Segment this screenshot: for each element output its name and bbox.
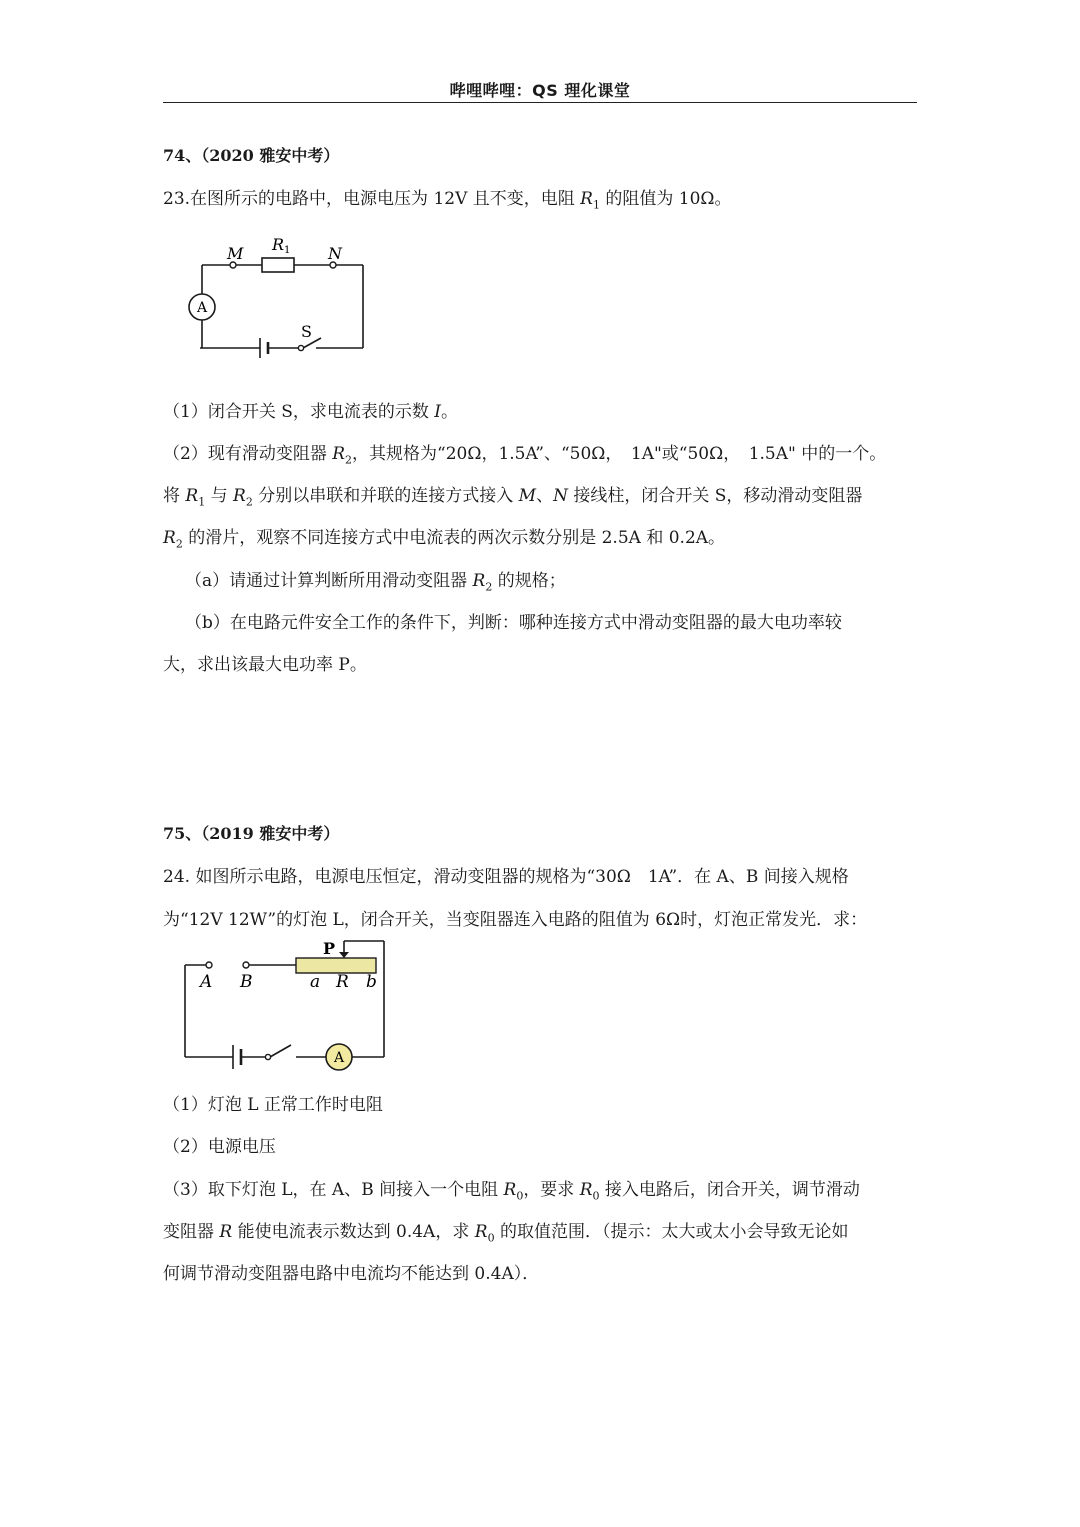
terminal-a (206, 962, 212, 968)
q74-part2-cont1: 将 $R_1$ 与 $R_2$ 分别以串联和并联的连接方式接入 M、N 接线柱，闭合开关 S，移动滑动变阻器 (163, 486, 863, 509)
battery-icon (233, 1045, 241, 1069)
q75-part3-cont2: 何调节滑动变阻器电路中电流均不能达到 0.4A）． (163, 1264, 540, 1284)
page-header: 哔哩哔哩：QS 理化课堂 (449, 81, 631, 100)
q74-part-b-cont: 大，求出该最大电功率 P。 (163, 655, 367, 675)
q75-circuit-diagram (178, 935, 393, 1070)
slider-arrow-icon (339, 952, 349, 958)
terminal-b (243, 962, 249, 968)
label-r: R (336, 972, 349, 992)
q75-stem-line2: 为“12V 12W”的灯泡 L，闭合开关，当变阻器连入电路的阻值为 6Ω时，灯泡正常发光．求： (163, 910, 868, 930)
q75-stem-line1: 24. 如图所示电路，电源电压恒定，滑动变阻器的规格为“30Ω 1A”．在 A、B 间接入规格 (163, 867, 849, 887)
q74-stem: 23.在图所示的电路中，电源电压为 12V 且不变，电阻 $R_1$ 的阻值为 10Ω。 (163, 189, 732, 212)
label-b-end: b (366, 972, 377, 992)
header-divider (163, 102, 917, 103)
ammeter-label: A (196, 300, 208, 316)
q74-circuit-diagram (180, 232, 380, 362)
q74-part-b: （b）在电路元件安全工作的条件下，判断：哪种连接方式中滑动变阻器的最大电功率较 (185, 613, 842, 633)
label-n: N (328, 244, 342, 263)
rheostat-r (296, 958, 376, 973)
q74-part2-cont2: $R_2$ 的滑片，观察不同连接方式中电流表的两次示数分别是 2.5A 和 0.2A。 (163, 528, 726, 551)
q75-part1: （1）灯泡 L 正常工作时电阻 (163, 1095, 383, 1115)
label-a-end: a (310, 972, 321, 992)
label-s: S (301, 322, 312, 341)
label-b-terminal: B (240, 972, 253, 992)
battery-icon (260, 338, 268, 358)
q74-part-a: （a）请通过计算判断所用滑动变阻器 $R_2$ 的规格； (185, 571, 566, 594)
label-m: M (227, 244, 244, 263)
q75-part3: （3）取下灯泡 L，在 A、B 间接入一个电阻 $R_0$，要求 $R_0$ 接入电路后，闭合开关，调节滑动 (163, 1180, 860, 1203)
q74-part2: （2）现有滑动变阻器 $R_2$，其规格为“20Ω，1.5A”、“50Ω， 1A"或“50Ω， 1.5A" 中的一个。 (163, 444, 887, 467)
label-p: P (323, 939, 336, 958)
q74-heading: 74、（2020 雅安中考） (163, 146, 340, 165)
resistor-r1 (262, 258, 294, 272)
label-r1: R1 (272, 235, 291, 256)
q75-part3-cont1: 变阻器 R 能使电流表示数达到 0.4A，求 $R_0$ 的取值范围．（提示：太大或太小会导致无论如 (163, 1222, 849, 1245)
q74-part1: （1）闭合开关 S，求电流表的示数 I。 (163, 402, 458, 422)
q75-part2: （2）电源电压 (163, 1137, 276, 1157)
ammeter-label: A (333, 1050, 345, 1066)
q75-heading: 75、（2019 雅安中考） (163, 824, 340, 843)
label-a-terminal: A (200, 972, 213, 992)
